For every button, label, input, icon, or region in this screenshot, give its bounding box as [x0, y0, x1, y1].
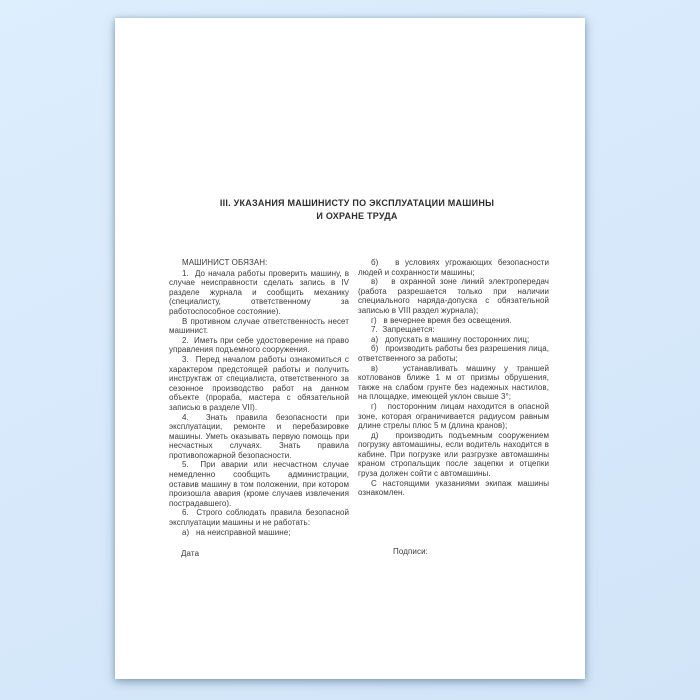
paragraph: 6. Строго соблюдать правила безопасной эксплуатации машины и не работать: — [169, 508, 352, 528]
document-title-line-2: И ОХРАНЕ ТРУДА — [316, 211, 398, 221]
paragraph: В противном случае ответственность несет машинист. — [169, 316, 352, 336]
document-title-line-1: III. УКАЗАНИЯ МАШИНИСТУ ПО ЭКСПЛУАТАЦИИ МАШИНЫ — [219, 198, 495, 208]
right-column — [358, 258, 552, 537]
paragraph: 2. Иметь при себе удостоверение на право управления подъемного сооружения. — [169, 335, 352, 355]
paragraph: 3. Перед началом работы ознакомиться с характером предстоящей работы и получить инструктаж от специалиста, ответственного за сезонное производство работ на данном объекте (прораба, мастера с обязательной записью в разделе VII). — [169, 354, 352, 412]
document-title — [165, 197, 549, 223]
section-heading: МАШИНИСТ ОБЯЗАН: — [182, 258, 268, 267]
paragraph: а) на неисправной машине; — [182, 527, 291, 537]
paragraph: б) в условиях угрожающих безопасности людей и сохранности машины; — [358, 258, 552, 277]
document-body — [169, 258, 552, 537]
paragraph: С настоящими указаниями экипаж машины ознакомлен. — [358, 478, 552, 498]
paragraph: 7. Запрещается: — [371, 325, 435, 335]
paragraph: 4. Знать правила безопасности при эксплуатации, ремонте и перебазировке машины. Уметь оказывать первую помощь при несчастных случаях. Знать правила противопожарной безопасности. — [169, 412, 352, 460]
paragraph: а) допускать в машину посторонних лиц; — [371, 334, 530, 344]
paragraph: г) посторонним лицам находится в опасной зоне, которая ограничивается радиусом равным длине стрелы плюс 5 м (длина кранов); — [358, 401, 552, 431]
date-label: Дата — [181, 549, 200, 558]
paragraph: д) производить подъемным сооружением погрузку автомашины, если водитель находится в кабине. При погрузке или разгрузке автомашины краном стропальщик после зацепки и отцепки груза должен сойти с автомашины. — [358, 430, 552, 479]
paragraph: 1. До начала работы проверить машину, в случае неисправности сделать запись в IV разделе журнала и сообщить механику (специалисту, ответственному за работоспособное состояние). — [169, 268, 352, 316]
document-page — [115, 18, 585, 679]
paragraph: в) устанавливать машину у траншей котлованов ближе 1 м от призмы обрушения, также на слабом грунте без надежных настилов, на площадке, имеющей уклон свыше 3°; — [358, 363, 552, 402]
paragraph: 5. При аварии или несчастном случае немедленно сообщить администрации, оставив машину в том положении, при котором произошла авария (кроме случаев извлечения пострадавшего). — [169, 460, 352, 508]
paragraph: г) в вечернее время без освещения. — [371, 315, 512, 325]
signatures-label: Подписи: — [393, 547, 428, 556]
paragraph: в) в охранной зоне линий электропередач (работа разрешается только при наличии специального наряда-допуска с обязательной записью в VIII раздел журнала); — [358, 277, 552, 315]
paragraph: б) производить работы без разрешения лица, ответственного за работы; — [358, 344, 552, 363]
left-column — [169, 258, 352, 537]
